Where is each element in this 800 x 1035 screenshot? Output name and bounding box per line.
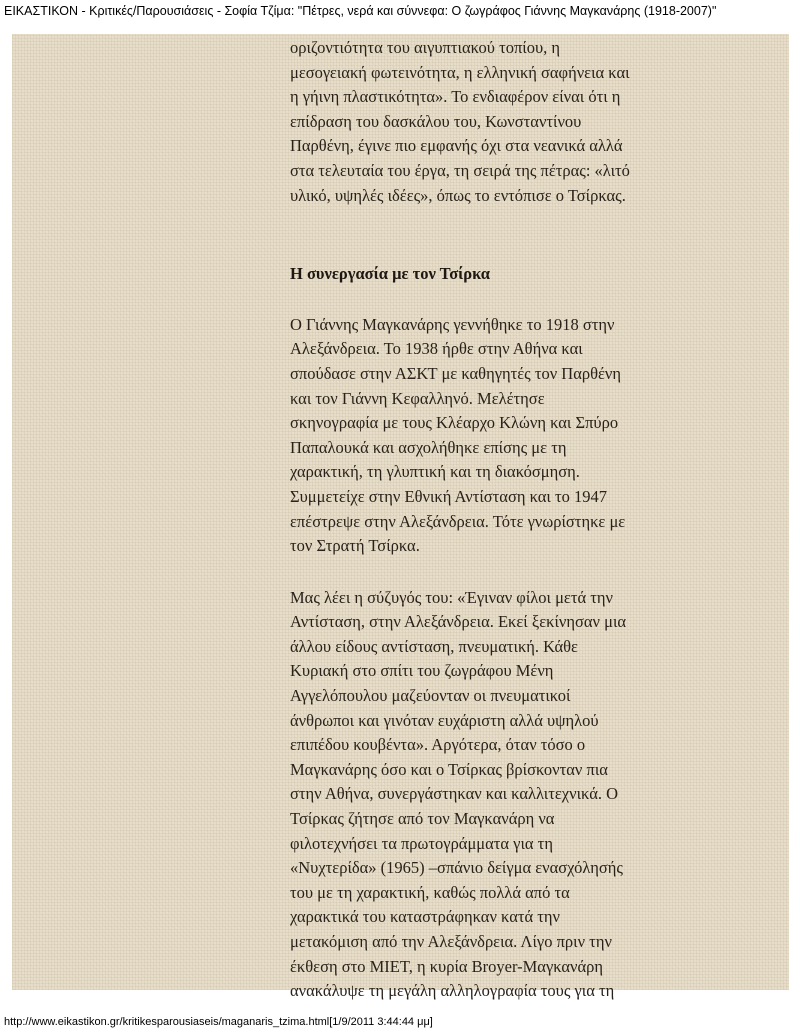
spacer (290, 208, 660, 262)
section-heading: Η συνεργασία με τον Τσίρκα (290, 264, 491, 284)
article-body (290, 34, 660, 1004)
page-content-area (12, 34, 789, 1001)
print-header-title: ΕΙΚΑΣΤΙΚΟΝ - Κριτικές/Παρουσιάσεις - Σοφία Τζίμα: "Πέτρες, νερά και σύννεφα: Ο ζωγράφος Γιάννης Μαγκανάρης (1918-2007)" (4, 4, 717, 18)
article-paragraph-2: Μας λέει η σύζυγός του: «Έγιναν φίλοι μετά την Αντίσταση, στην Αλεξάνδρεια. Εκεί ξεκίνησαν μια άλλου είδους αντίσταση, πνευματική. Κάθε Κυριακή στο σπίτι του ζωγράφου Μένη Αγγελόπουλου μαζεύονταν οι πνευματικοί άνθρωποι και γινόταν ευχάριστη αλλά υψηλού επιπέδου κουβέντα». Αργότερα, όταν τόσο ο Μαγκανάρης όσο και ο Τσίρκας βρίσκονταν πια στην Αθήνα, συνεργάστηκαν και καλλιτεχνικά. Ο Τσίρκας ζήτησε από τον Μαγκανάρη να φιλοτεχνήσει τα πρωτογράμματα για τη «Νυχτερίδα» (1965) –σπάνιο δείγμα ενασχόλησής του με τη χαρακτική, καθώς πολλά από τα χαρακτικά του καταστράφηκαν κατά την μετακόμιση από την Αλεξάνδρεια. Λίγο πριν την έκθεση στο ΜΙΕΤ, η κυρία Broyer-Μαγκανάρη ανακάλυψε τη μεγάλη αλληλογραφία τους για τη (290, 587, 627, 1001)
article-lead-paragraph: οριζοντιότητα του αιγυπτιακού τοπίου, η μεσογειακή φωτεινότητα, η ελληνική σαφήνεια και η γήινη πλαστικότητα». Το ενδιαφέρον είναι ότι η επίδραση του δασκάλου του, Κωνσταντίνου Παρθένη, έγινε πιο εμφανής όχι στα νεανικά αλλά στα τελευταία του έργα, τη σειρά της πέτρας: «λιτό υλικό, υψηλές ιδέες», όπως το εντόπισε ο Τσίρκας. (290, 38, 630, 205)
print-footer-url: http://www.eikastikon.gr/kritikesparousiaseis/maganaris_tzima.html[1/9/2011 3:44:44 μμ] (4, 1016, 433, 1028)
article-paragraph-1: Ο Γιάννης Μαγκανάρης γεννήθηκε το 1918 στην Αλεξάνδρεια. Το 1938 ήρθε στην Αθήνα και σπούδασε στην ΑΣΚΤ με καθηγητές τον Παρθένη και τον Γιάννη Κεφαλληνό. Μελέτησε σκηνογραφία με τους Κλέαρχο Κλώνη και Σπύρο Παπαλουκά και ασχολήθηκε επίσης με τη χαρακτική, τη γλυπτική και τη διακόσμηση. Συμμετείχε στην Εθνική Αντίσταση και το 1947 επέστρεψε στην Αλεξάνδρεια. Τότε γνωρίστηκε με τον Στρατή Τσίρκα. (290, 314, 626, 556)
spacer (290, 559, 660, 586)
spacer (290, 287, 660, 313)
